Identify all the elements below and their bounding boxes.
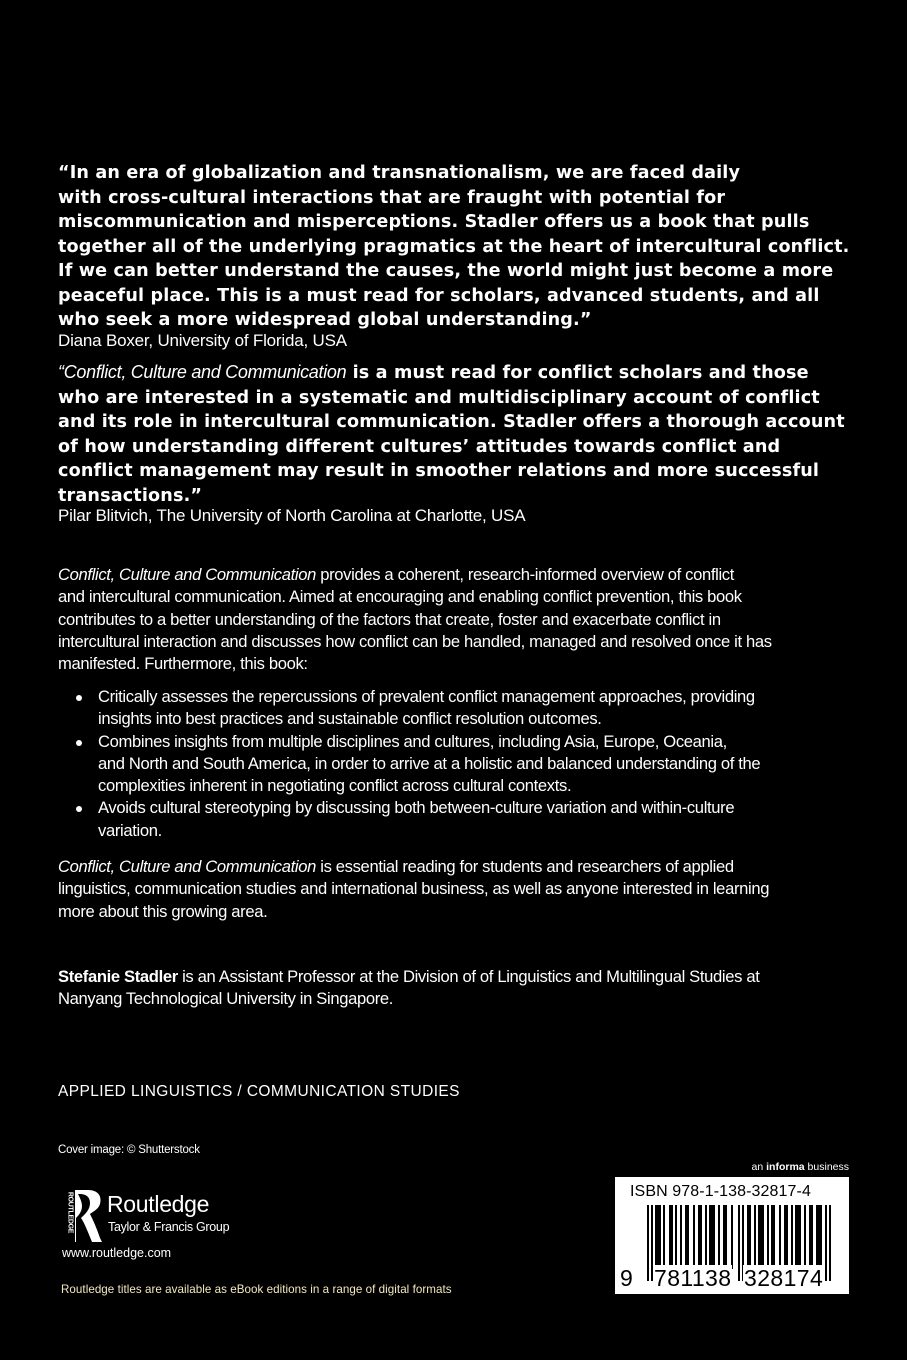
informa-tagline: an informa business — [751, 1161, 849, 1173]
quote-line: of how understanding different cultures’ attitudes towards conflict and — [58, 436, 781, 457]
isbn-barcode — [615, 1177, 849, 1294]
quote-line: “Conflict, Culture and Communication is a must read for conflict scholars and those — [58, 362, 809, 383]
feature-bullet-list — [58, 686, 858, 842]
author-bio: Stefanie Stadler is an Assistant Professor at the Division of of Linguistics and Multilingual Studies at Nanyang Technological University in Singapore. — [58, 967, 760, 1009]
bullet-item: Critically assesses the repercussions of prevalent conflict management approaches, providing insights into best practices and sustainable conflict resolution outcomes. — [58, 686, 858, 731]
publisher-logo — [62, 1190, 262, 1242]
endorsement-attribution-2: Pilar Blitvich, The University of North Carolina at Charlotte, USA — [58, 506, 526, 525]
quote-line: transactions.” — [58, 485, 203, 506]
quote-line: together all of the underlying pragmatics at the heart of intercultural conflict. — [58, 236, 850, 257]
book-title-italic: Conflict, Culture and Communication — [58, 857, 316, 876]
quote-line: miscommunication and misperceptions. Stadler offers us a book that pulls — [58, 212, 810, 232]
bullet-item: Avoids cultural stereotyping by discussing both between-culture variation and within-culture variation. — [58, 797, 858, 842]
routledge-r-icon — [62, 1190, 104, 1242]
description-paragraph: Conflict, Culture and Communication provides a coherent, research-informed overview of conflict and intercultural communication. Aimed at encouraging and enabling conflict prevention, this book contributes to a better understanding of the factors that create, foster and exacerbate conflict in intercultural interaction and discusses how conflict can be handled, managed and resolved once it has manifested. Furthermore, this book: — [58, 565, 772, 674]
publisher-group: Taylor & Francis Group — [108, 1220, 230, 1234]
quote-line: “In an era of globalization and transnationalism, we are faced daily — [58, 163, 741, 183]
logo-vertical-text: ROUTLEDGE — [66, 1191, 74, 1234]
quote-line: peaceful place. This is a must read for scholars, advanced students, and all — [58, 285, 820, 306]
endorsement-quote-1 — [58, 161, 858, 333]
quote-line: who seek a more widespread global understanding.” — [58, 310, 592, 330]
endorsement-attribution-1: Diana Boxer, University of Florida, USA — [58, 331, 347, 350]
quote-line: with cross-cultural interactions that are fraught with potential for — [58, 187, 726, 208]
quote-line: conflict management may result in smoother relations and more successful — [58, 461, 820, 481]
bullet-item: Combines insights from multiple disciplines and cultures, including Asia, Europe, Oceania, and North and South America, in order to arrive at a holistic and balanced understanding of the complexities inherent in negotiating conflict across cultural contexts. — [58, 731, 858, 798]
publisher-website[interactable]: www.routledge.com — [62, 1246, 172, 1260]
quote-line: and its role in intercultural communication. Stadler offers a thorough account — [58, 412, 845, 432]
ean-digits: 9 781138 328174 — [620, 1265, 824, 1291]
author-name: Stefanie Stadler — [58, 967, 178, 986]
bullet-icon — [76, 806, 82, 812]
publisher-name: Routledge — [107, 1191, 210, 1217]
bullet-icon — [76, 740, 82, 746]
book-title-italic: “Conflict, Culture and Communication — [58, 362, 347, 382]
quote-line: who are interested in a systematic and multidisciplinary account of conflict — [58, 387, 820, 408]
endorsement-quote-2 — [58, 360, 858, 508]
cover-image-credit: Cover image: © Shutterstock — [58, 1144, 200, 1156]
isbn-label: ISBN 978-1-138-32817-4 — [630, 1183, 811, 1200]
closing-paragraph: Conflict, Culture and Communication is essential reading for students and researchers of applied linguistics, communication studies and international business, as well as anyone interested in learning more about this growing area. — [58, 857, 770, 921]
ebook-note: Routledge titles are available as eBook editions in a range of digital formats — [61, 1283, 452, 1296]
book-title-italic: Conflict, Culture and Communication — [58, 565, 316, 584]
bullet-icon — [76, 695, 82, 701]
subject-category: APPLIED LINGUISTICS / COMMUNICATION STUDIES — [58, 1083, 460, 1100]
quote-line: If we can better understand the causes, the world might just become a more — [58, 261, 834, 281]
